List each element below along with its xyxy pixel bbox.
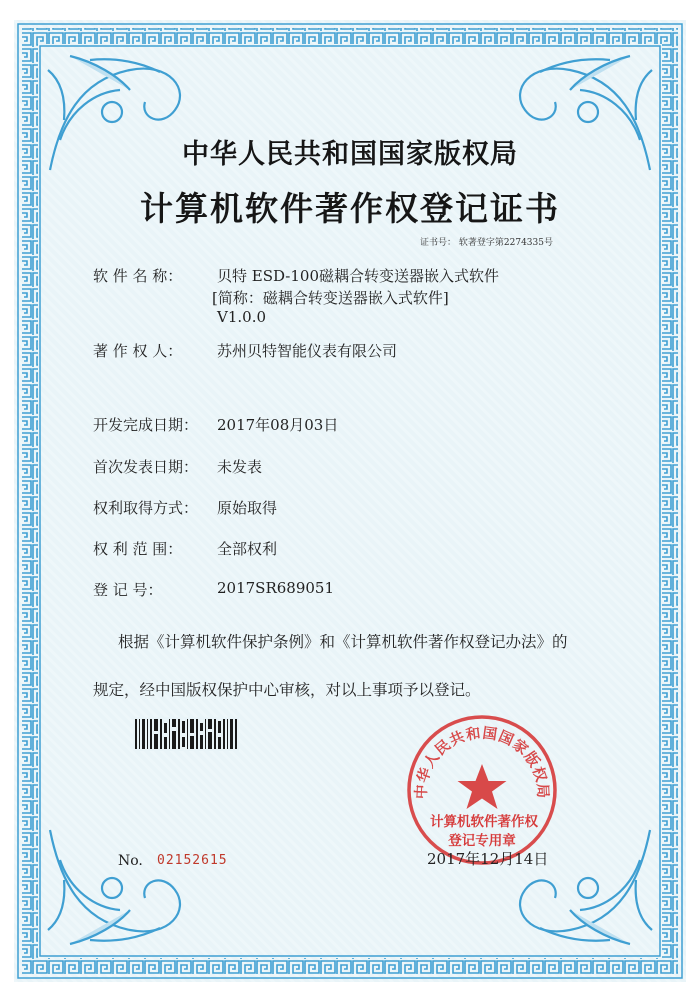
first-publication-label: 首次发表日期： bbox=[93, 458, 199, 476]
certificate-number-value: 软著登字第2274335号 bbox=[458, 238, 553, 248]
seal-inner-line-1: 计算机软件著作权 bbox=[430, 814, 538, 830]
registration-number-label: 登 记 号： bbox=[93, 581, 163, 599]
serial-number: 02152615 bbox=[157, 853, 228, 868]
first-publication-value: 未发表 bbox=[217, 458, 263, 476]
software-version: V1.0.0 bbox=[217, 308, 266, 326]
software-short-name: [简称：磁耦合转变送器嵌入式软件] bbox=[212, 289, 449, 307]
registration-number-value: 2017SR689051 bbox=[217, 579, 335, 597]
statement-line-2: 规定，经中国版权保护中心审核，对以上事项予以登记。 bbox=[93, 681, 481, 699]
barcode bbox=[133, 717, 239, 751]
serial-label: No. bbox=[118, 853, 143, 869]
completion-date-value: 2017年08月03日 bbox=[217, 416, 339, 434]
scope-of-rights-value: 全部权利 bbox=[217, 540, 278, 558]
certificate-number-label: 证书号： bbox=[420, 238, 457, 248]
software-name-value: 贝特 ESD-100磁耦合转变送器嵌入式软件 bbox=[217, 267, 499, 285]
copyright-holder-label: 著 作 权 人： bbox=[93, 342, 183, 360]
seal-inner-line-2: 登记专用章 bbox=[448, 833, 516, 849]
acquisition-method-value: 原始取得 bbox=[217, 499, 278, 517]
issue-date: 2017年12月14日 bbox=[427, 850, 549, 868]
corner-flourish-bottom-left bbox=[48, 830, 180, 944]
statement-line-1: 根据《计算机软件保护条例》和《计算机软件著作权登记办法》的 bbox=[118, 633, 568, 651]
scope-of-rights-label: 权 利 范 围： bbox=[93, 540, 183, 558]
software-name-label: 软 件 名 称： bbox=[93, 267, 183, 285]
seal-star-icon bbox=[458, 764, 507, 809]
acquisition-method-label: 权利取得方式： bbox=[93, 499, 199, 517]
seal-arc-text: 中华人民共和国国家版权局 bbox=[412, 724, 552, 800]
completion-date-label: 开发完成日期： bbox=[93, 416, 199, 434]
certificate-title: 计算机软件著作权登记证书 bbox=[140, 189, 560, 228]
copyright-holder-value: 苏州贝特智能仪表有限公司 bbox=[217, 342, 398, 360]
issuer-heading: 中华人民共和国国家版权局 bbox=[182, 139, 518, 170]
certificate-number bbox=[420, 235, 553, 248]
